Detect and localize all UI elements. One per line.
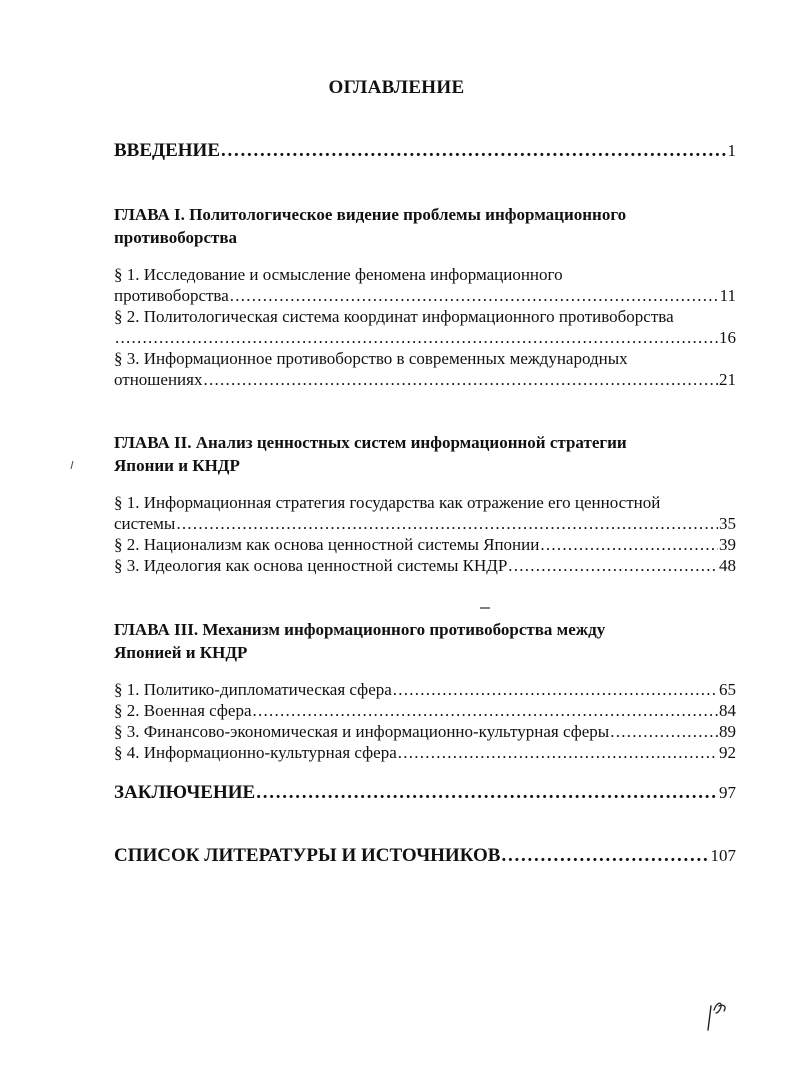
page-title: ОГЛАВЛЕНИЕ xyxy=(328,77,465,98)
toc-entry-label: СПИСОК ЛИТЕРАТУРЫ И ИСТОЧНИКОВ xyxy=(114,845,501,866)
toc-entry-label-cont: системы xyxy=(114,514,176,533)
toc-entry-ch1-s3[interactable] xyxy=(114,348,736,390)
toc-entry-bibliography[interactable] xyxy=(114,845,736,867)
toc-entry-label: § 3. Финансово-экономическая и информационно-культурная сферы xyxy=(114,722,610,741)
toc-entry-page: 84 xyxy=(719,701,736,720)
chapter-heading-line: ГЛАВА III. Механизм информационного противоборства между xyxy=(114,620,606,639)
leader-dots xyxy=(115,327,718,348)
leader-dots xyxy=(176,513,718,534)
toc-entry-ch3-s3[interactable] xyxy=(114,721,736,742)
toc-entry-ch1-s1[interactable] xyxy=(114,264,736,306)
toc-entry-ch1-s2[interactable] xyxy=(114,306,736,348)
toc-entry-label: § 1. Исследование и осмысление феномена информационного xyxy=(114,265,563,284)
toc-entry-page: 107 xyxy=(710,846,736,865)
chapter-heading-line: ГЛАВА I. Политологическое видение проблемы информационного xyxy=(114,205,627,224)
toc-entry-ch2-s2[interactable] xyxy=(114,534,736,555)
chapter-2-heading[interactable] xyxy=(114,431,736,477)
toc-entry-ch2-s3[interactable] xyxy=(114,555,736,576)
chapter-heading-line: Японией и КНДР xyxy=(114,643,248,662)
toc-entry-label: ЗАКЛЮЧЕНИЕ xyxy=(114,782,256,803)
toc-entry-ch2-s1[interactable] xyxy=(114,492,736,534)
toc-entry-ch3-s2[interactable] xyxy=(114,700,736,721)
chapter-heading-line: ГЛАВА II. Анализ ценностных систем информационной стратегии xyxy=(114,433,627,452)
toc-entry-page: 16 xyxy=(719,328,736,347)
leader-dots xyxy=(610,721,718,742)
toc-entry-page: 92 xyxy=(719,743,736,762)
toc-entry-conclusion[interactable] xyxy=(114,782,736,804)
scan-dash xyxy=(480,607,490,609)
toc-entry-label: § 1. Информационная стратегия государства как отражение его ценностной xyxy=(114,493,661,512)
chapter-3-heading[interactable] xyxy=(114,618,736,664)
leader-dots xyxy=(253,700,718,721)
toc-entry-page: 48 xyxy=(719,556,736,575)
toc-entry-label: ВВЕДЕНИЕ xyxy=(114,140,220,161)
handwritten-mark-icon xyxy=(705,998,731,1032)
toc-entry-label: § 2. Национализм как основа ценностной системы Японии xyxy=(114,535,540,554)
leader-dots xyxy=(230,285,719,306)
toc-entry-intro[interactable] xyxy=(114,140,736,162)
toc-entry-label: § 2. Политологическая система координат информационного противоборства xyxy=(114,307,674,326)
chapter-1-heading[interactable] xyxy=(114,203,736,249)
toc-entry-page: 21 xyxy=(719,370,736,389)
toc-entry-page: 11 xyxy=(719,286,736,305)
leader-dots xyxy=(221,140,727,162)
toc-entry-label: § 1. Политико-дипломатическая сфера xyxy=(114,680,392,699)
toc-entry-ch3-s4[interactable] xyxy=(114,742,736,763)
leader-dots xyxy=(508,555,718,576)
toc-entry-label: § 4. Информационно-культурная сфера xyxy=(114,743,397,762)
toc-entry-label-cont: отношениях xyxy=(114,370,203,389)
toc-entry-page: 97 xyxy=(719,783,736,802)
toc-entry-label-cont: противоборства xyxy=(114,286,229,305)
toc-entry-page: 1 xyxy=(727,141,736,160)
scan-speck xyxy=(70,461,74,469)
toc-entry-label: § 2. Военная сфера xyxy=(114,701,252,720)
leader-dots xyxy=(398,742,718,763)
toc-entry-label: § 3. Информационное противоборство в современных международных xyxy=(114,349,628,368)
chapter-heading-line: Японии и КНДР xyxy=(114,456,240,475)
toc-entry-page: 89 xyxy=(719,722,736,741)
toc-entry-label: § 3. Идеология как основа ценностной системы КНДР xyxy=(114,556,508,575)
toc-entry-page: 39 xyxy=(719,535,736,554)
leader-dots xyxy=(393,679,718,700)
toc-entry-ch3-s1[interactable] xyxy=(114,679,736,700)
toc-entry-page: 65 xyxy=(719,680,736,699)
chapter-heading-line: противоборства xyxy=(114,228,238,247)
leader-dots xyxy=(256,782,718,804)
leader-dots xyxy=(540,534,718,555)
toc-entry-page: 35 xyxy=(719,514,736,533)
leader-dots xyxy=(203,369,718,390)
leader-dots xyxy=(501,845,709,867)
